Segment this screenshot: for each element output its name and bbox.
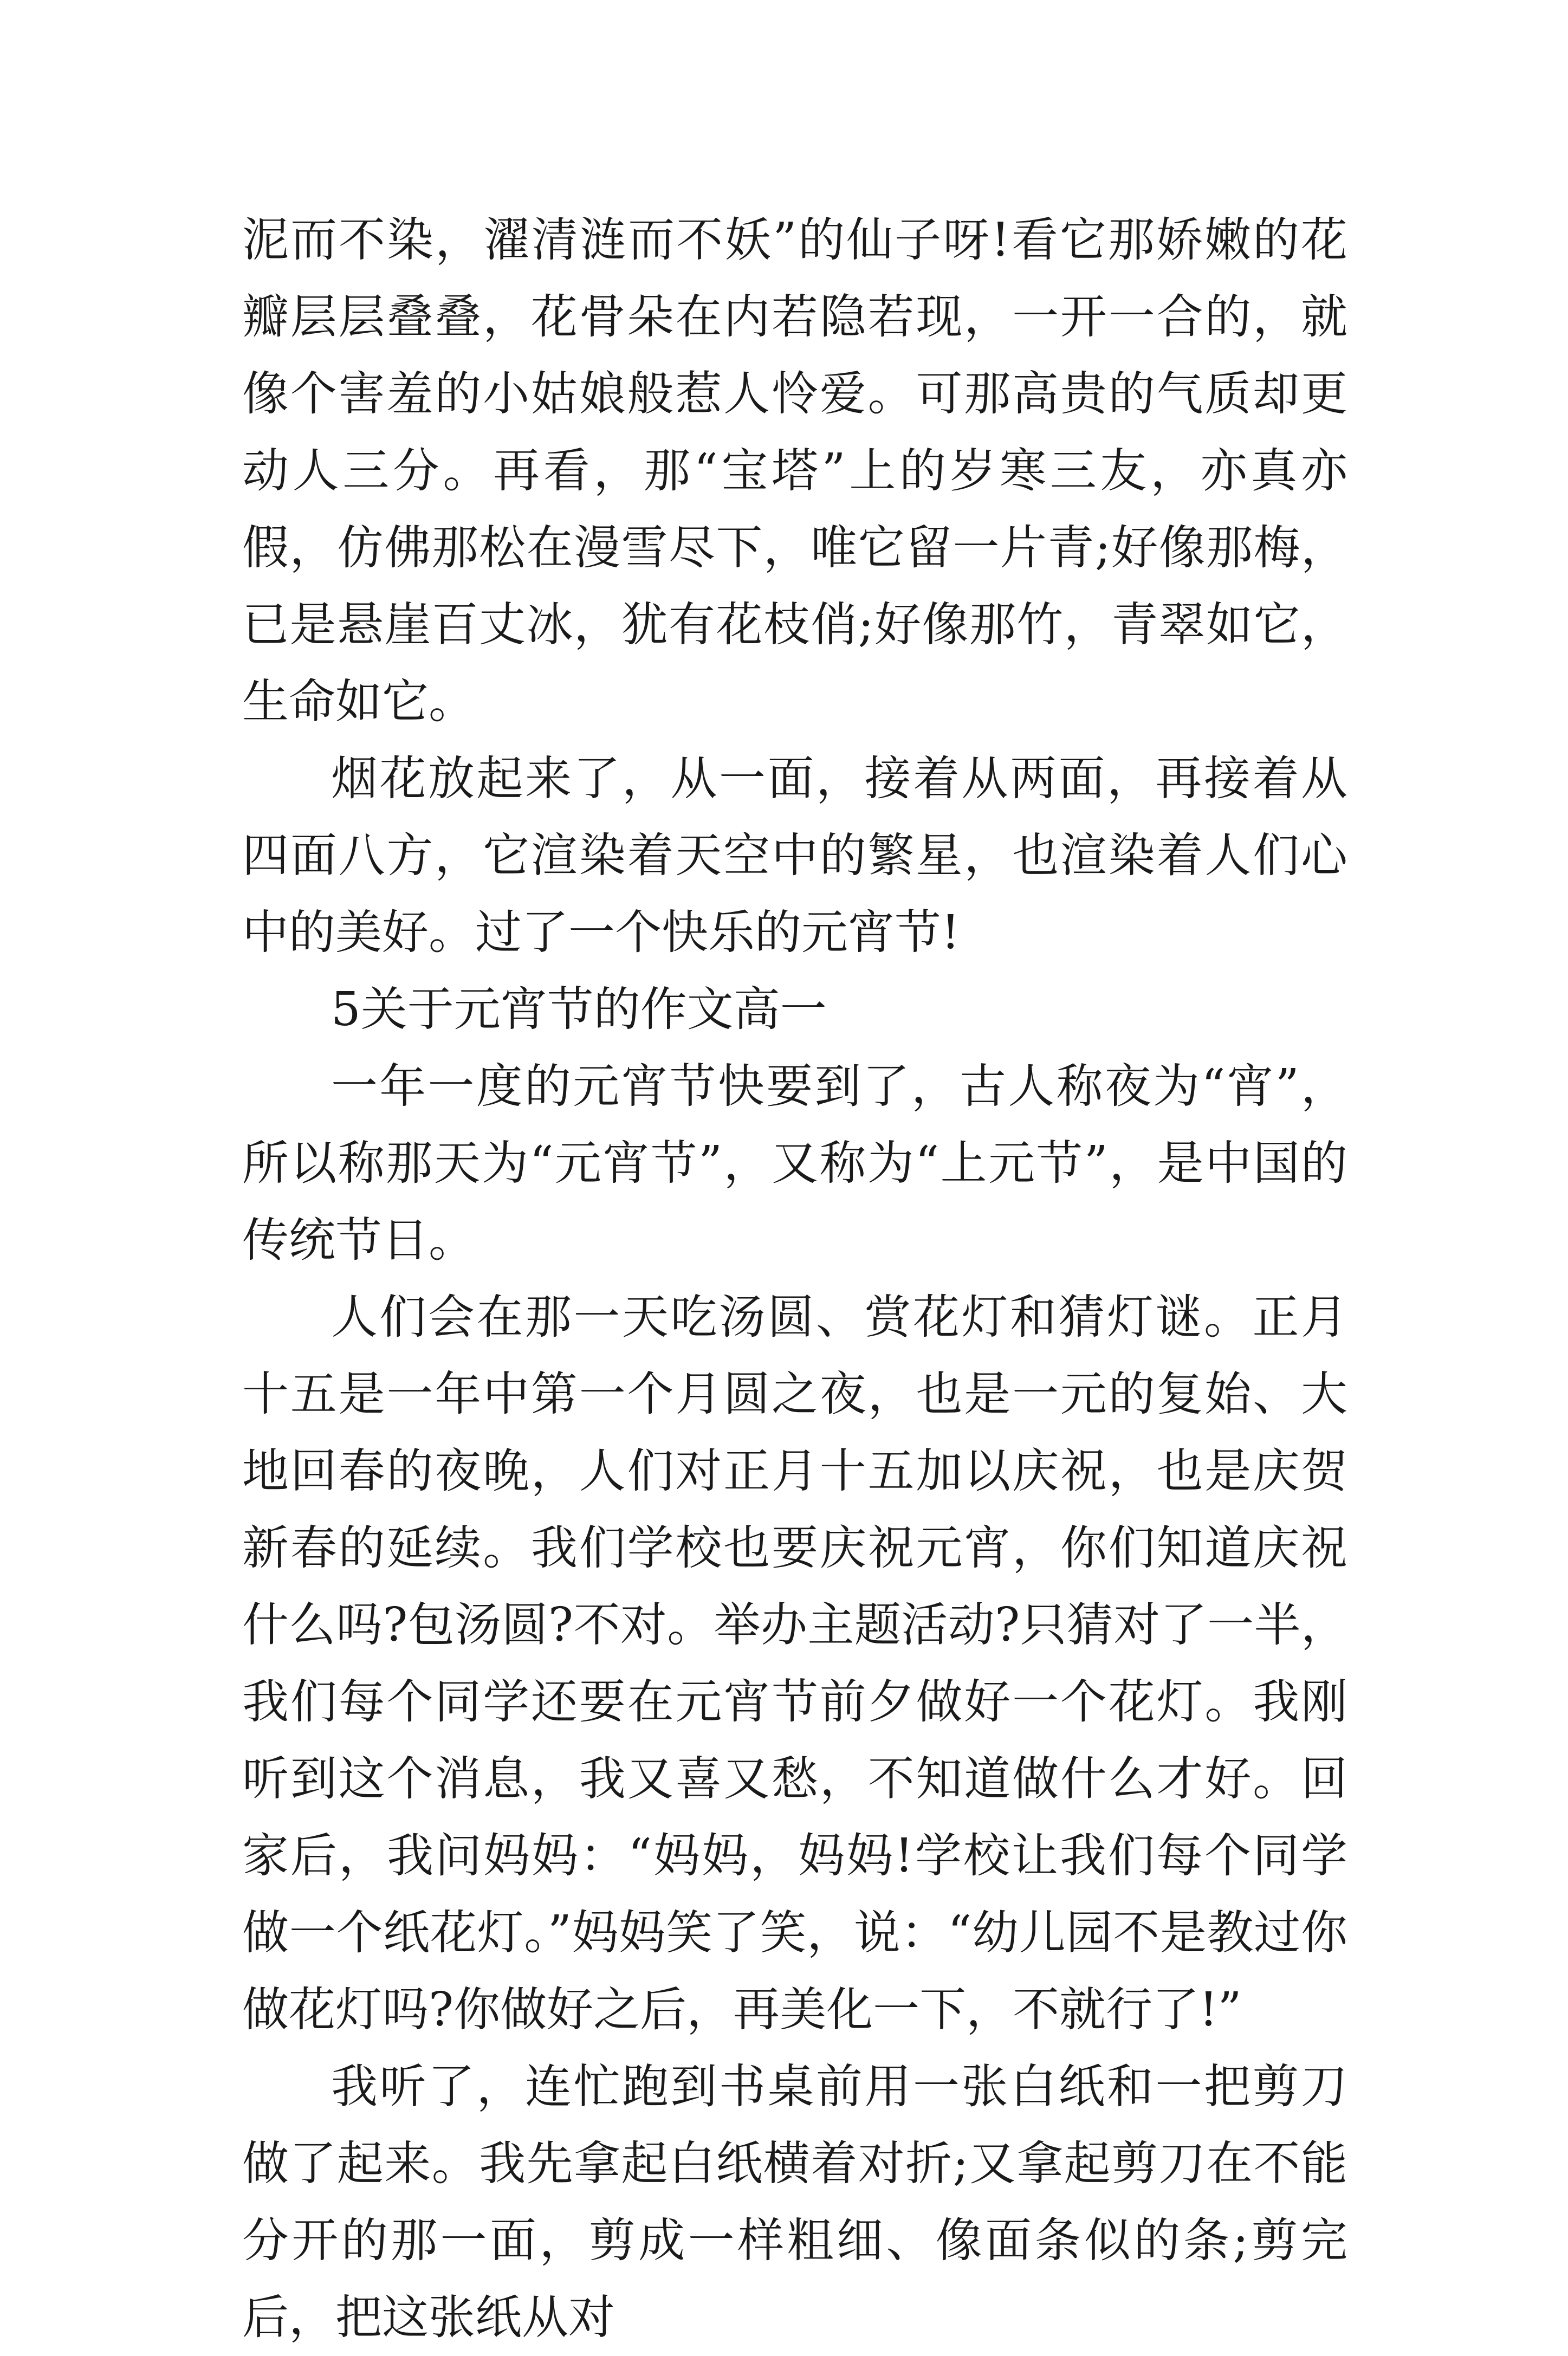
paragraph-4: 人们会在那一天吃汤圆、赏花灯和猜灯谜。正月十五是一年中第一个月圆之夜，也是一元的复始、大地回春的夜晚，人们对正月十五加以庆祝，也是庆贺新春的延续。我们学校也要庆祝元宵，你们知道庆祝什么吗?包汤圆?不对。举办主题活动?只猜对了一半，我们每个同学还要在元宵节前夕做好一个花灯。我刚听到这个消息，我又喜又愁，不知道做什么才好。回家后，我问妈妈：“妈妈，妈妈!学校让我们每个同学做一个纸花灯。”妈妈笑了笑，说：“幼儿园不是教过你做花灯吗?你做好之后，再美化一下，不就行了!”	[242, 1290, 1347, 2037]
section-heading: 5关于元宵节的作文高一	[331, 982, 827, 1037]
paragraph-5: 我听了，连忙跑到书桌前用一张白纸和一把剪刀做了起来。我先拿起白纸横着对折;又拿起剪刀在不能分开的那一面，剪成一样粗细、像面条似的条;剪完后，把这张纸从对	[242, 2060, 1347, 2345]
paragraph-2: 烟花放起来了，从一面，接着从两面，再接着从四面八方，它渲染着天空中的繁星，也渲染着人们心中的美好。过了一个快乐的元宵节!	[242, 752, 1347, 960]
paragraph-3: 一年一度的元宵节快要到了，古人称夜为“宵”，所以称那天为“元宵节”，又称为“上元节”，是中国的传统节日。	[242, 1059, 1347, 1267]
document-body	[242, 202, 1347, 2356]
paragraph-1: 泥而不染，濯清涟而不妖”的仙子呀!看它那娇嫩的花瓣层层叠叠，花骨朵在内若隐若现，一开一合的，就像个害羞的小姑娘般惹人怜爱。可那高贵的气质却更动人三分。再看，那“宝塔”上的岁寒三友，亦真亦假，仿佛那松在漫雪尽下，唯它留一片青;好像那梅，已是悬崖百丈冰，犹有花枝俏;好像那竹，青翠如它，生命如它。	[242, 213, 1347, 729]
